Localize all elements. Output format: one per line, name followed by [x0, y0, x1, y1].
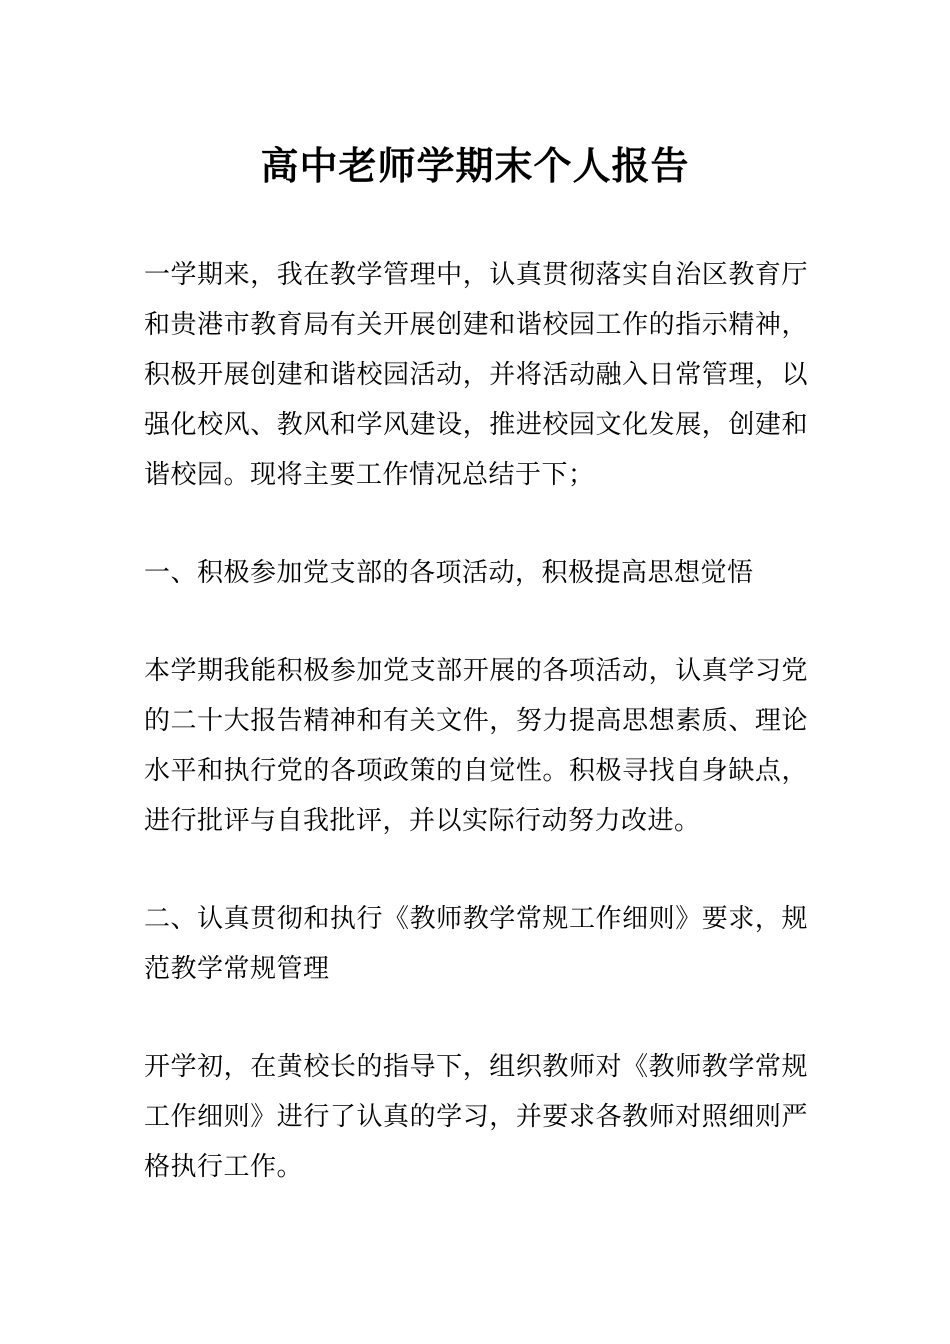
document-body [144, 250, 808, 1192]
document-title: 高中老师学期末个人报告 [260, 144, 690, 188]
section-heading-2: 二、认真贯彻和执行《教师教学常规工作细则》要求，规范教学常规管理 [144, 904, 808, 984]
section-paragraph-1: 本学期我能积极参加党支部开展的各项活动，认真学习党的二十大报告精神和有关文件，努力提高思想素质、理论水平和执行党的各项政策的自觉性。积极寻找自身缺点，进行批评与自我批评，并以实际行动努力改进。 [144, 656, 808, 836]
intro-paragraph: 一学期来，我在教学管理中，认真贯彻落实自治区教育厅和贵港市教育局有关开展创建和谐校园工作的指示精神，积极开展创建和谐校园活动，并将活动融入日常管理，以强化校风、教风和学风建设，推进校园文化发展，创建和谐校园。现将主要工作情况总结于下； [144, 260, 808, 490]
section-heading-1: 一、积极参加党支部的各项活动，积极提高思想觉悟 [144, 558, 754, 588]
section-paragraph-2: 开学初，在黄校长的指导下，组织教师对《教师教学常规工作细则》进行了认真的学习，并要求各教师对照细则严格执行工作。 [144, 1052, 808, 1182]
